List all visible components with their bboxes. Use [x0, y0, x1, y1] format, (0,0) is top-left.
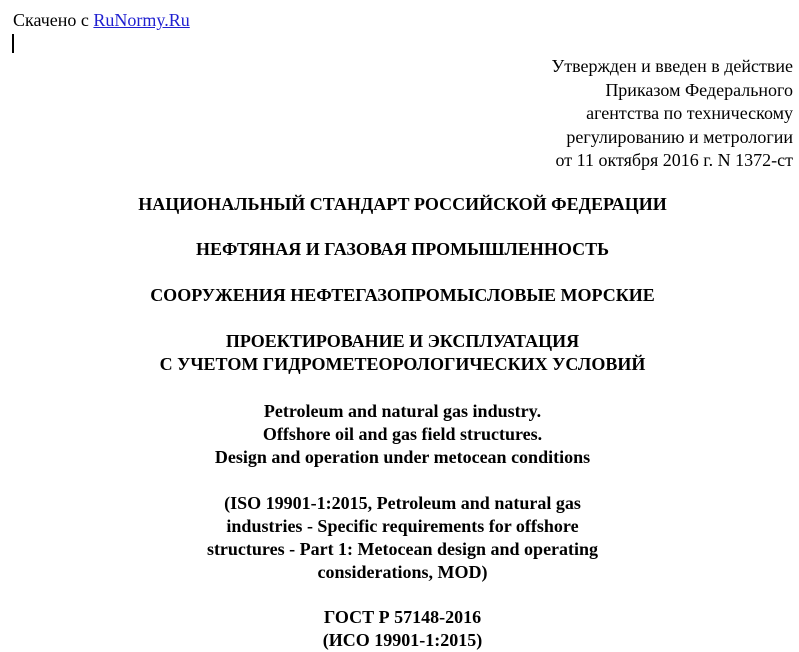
- iso-reference: [0, 492, 799, 584]
- runormy-link[interactable]: RuNormy.Ru: [93, 10, 190, 30]
- heading-text: СООРУЖЕНИЯ НЕФТЕГАЗОПРОМЫСЛОВЫЕ МОРСКИЕ: [150, 285, 655, 305]
- approval-line: регулированию и метрологии: [566, 126, 793, 147]
- source-line: [13, 9, 190, 31]
- iso-reference-line: (ISO 19901-1:2015, Petroleum and natural gas: [224, 493, 581, 513]
- gost-number: ГОСТ Р 57148-2016: [323, 607, 482, 627]
- heading-line: С УЧЕТОМ ГИДРОМЕТЕОРОЛОГИЧЕСКИХ УСЛОВИЙ: [159, 354, 646, 374]
- iso-reference-line: structures - Part 1: Metocean design and operating: [206, 539, 599, 559]
- approval-block: [373, 55, 793, 173]
- structures-heading: [0, 284, 799, 307]
- heading-line: ПРОЕКТИРОВАНИЕ И ЭКСПЛУАТАЦИЯ: [225, 331, 580, 351]
- approval-line: Утвержден и введен в действие: [551, 56, 793, 76]
- heading-text: НАЦИОНАЛЬНЫЙ СТАНДАРТ РОССИЙСКОЙ ФЕДЕРАЦИИ: [138, 194, 667, 214]
- iso-reference-line: industries - Specific requirements for offshore: [226, 516, 579, 536]
- approval-line: от 11 октября 2016 г. N 1372-ст: [555, 150, 793, 170]
- english-title: [0, 400, 799, 469]
- national-standard-heading: [0, 193, 799, 216]
- text-cursor: [12, 34, 14, 53]
- english-title-line: Offshore oil and gas field structures.: [262, 424, 543, 444]
- design-heading: [0, 330, 799, 376]
- english-title-line: Petroleum and natural gas industry.: [263, 401, 542, 421]
- english-title-line: Design and operation under metocean conditions: [214, 447, 591, 467]
- heading-text: НЕФТЯНАЯ И ГАЗОВАЯ ПРОМЫШЛЕННОСТЬ: [195, 239, 610, 259]
- standard-designation: [0, 606, 799, 652]
- source-prefix: Скачено с: [13, 10, 89, 30]
- approval-line: Приказом Федерального: [605, 79, 793, 100]
- iso-number: (ИСО 19901-1:2015): [322, 630, 483, 650]
- approval-line: агентства по техническому: [586, 103, 793, 123]
- iso-reference-line: considerations, MOD): [317, 562, 488, 582]
- industry-heading: [0, 238, 799, 261]
